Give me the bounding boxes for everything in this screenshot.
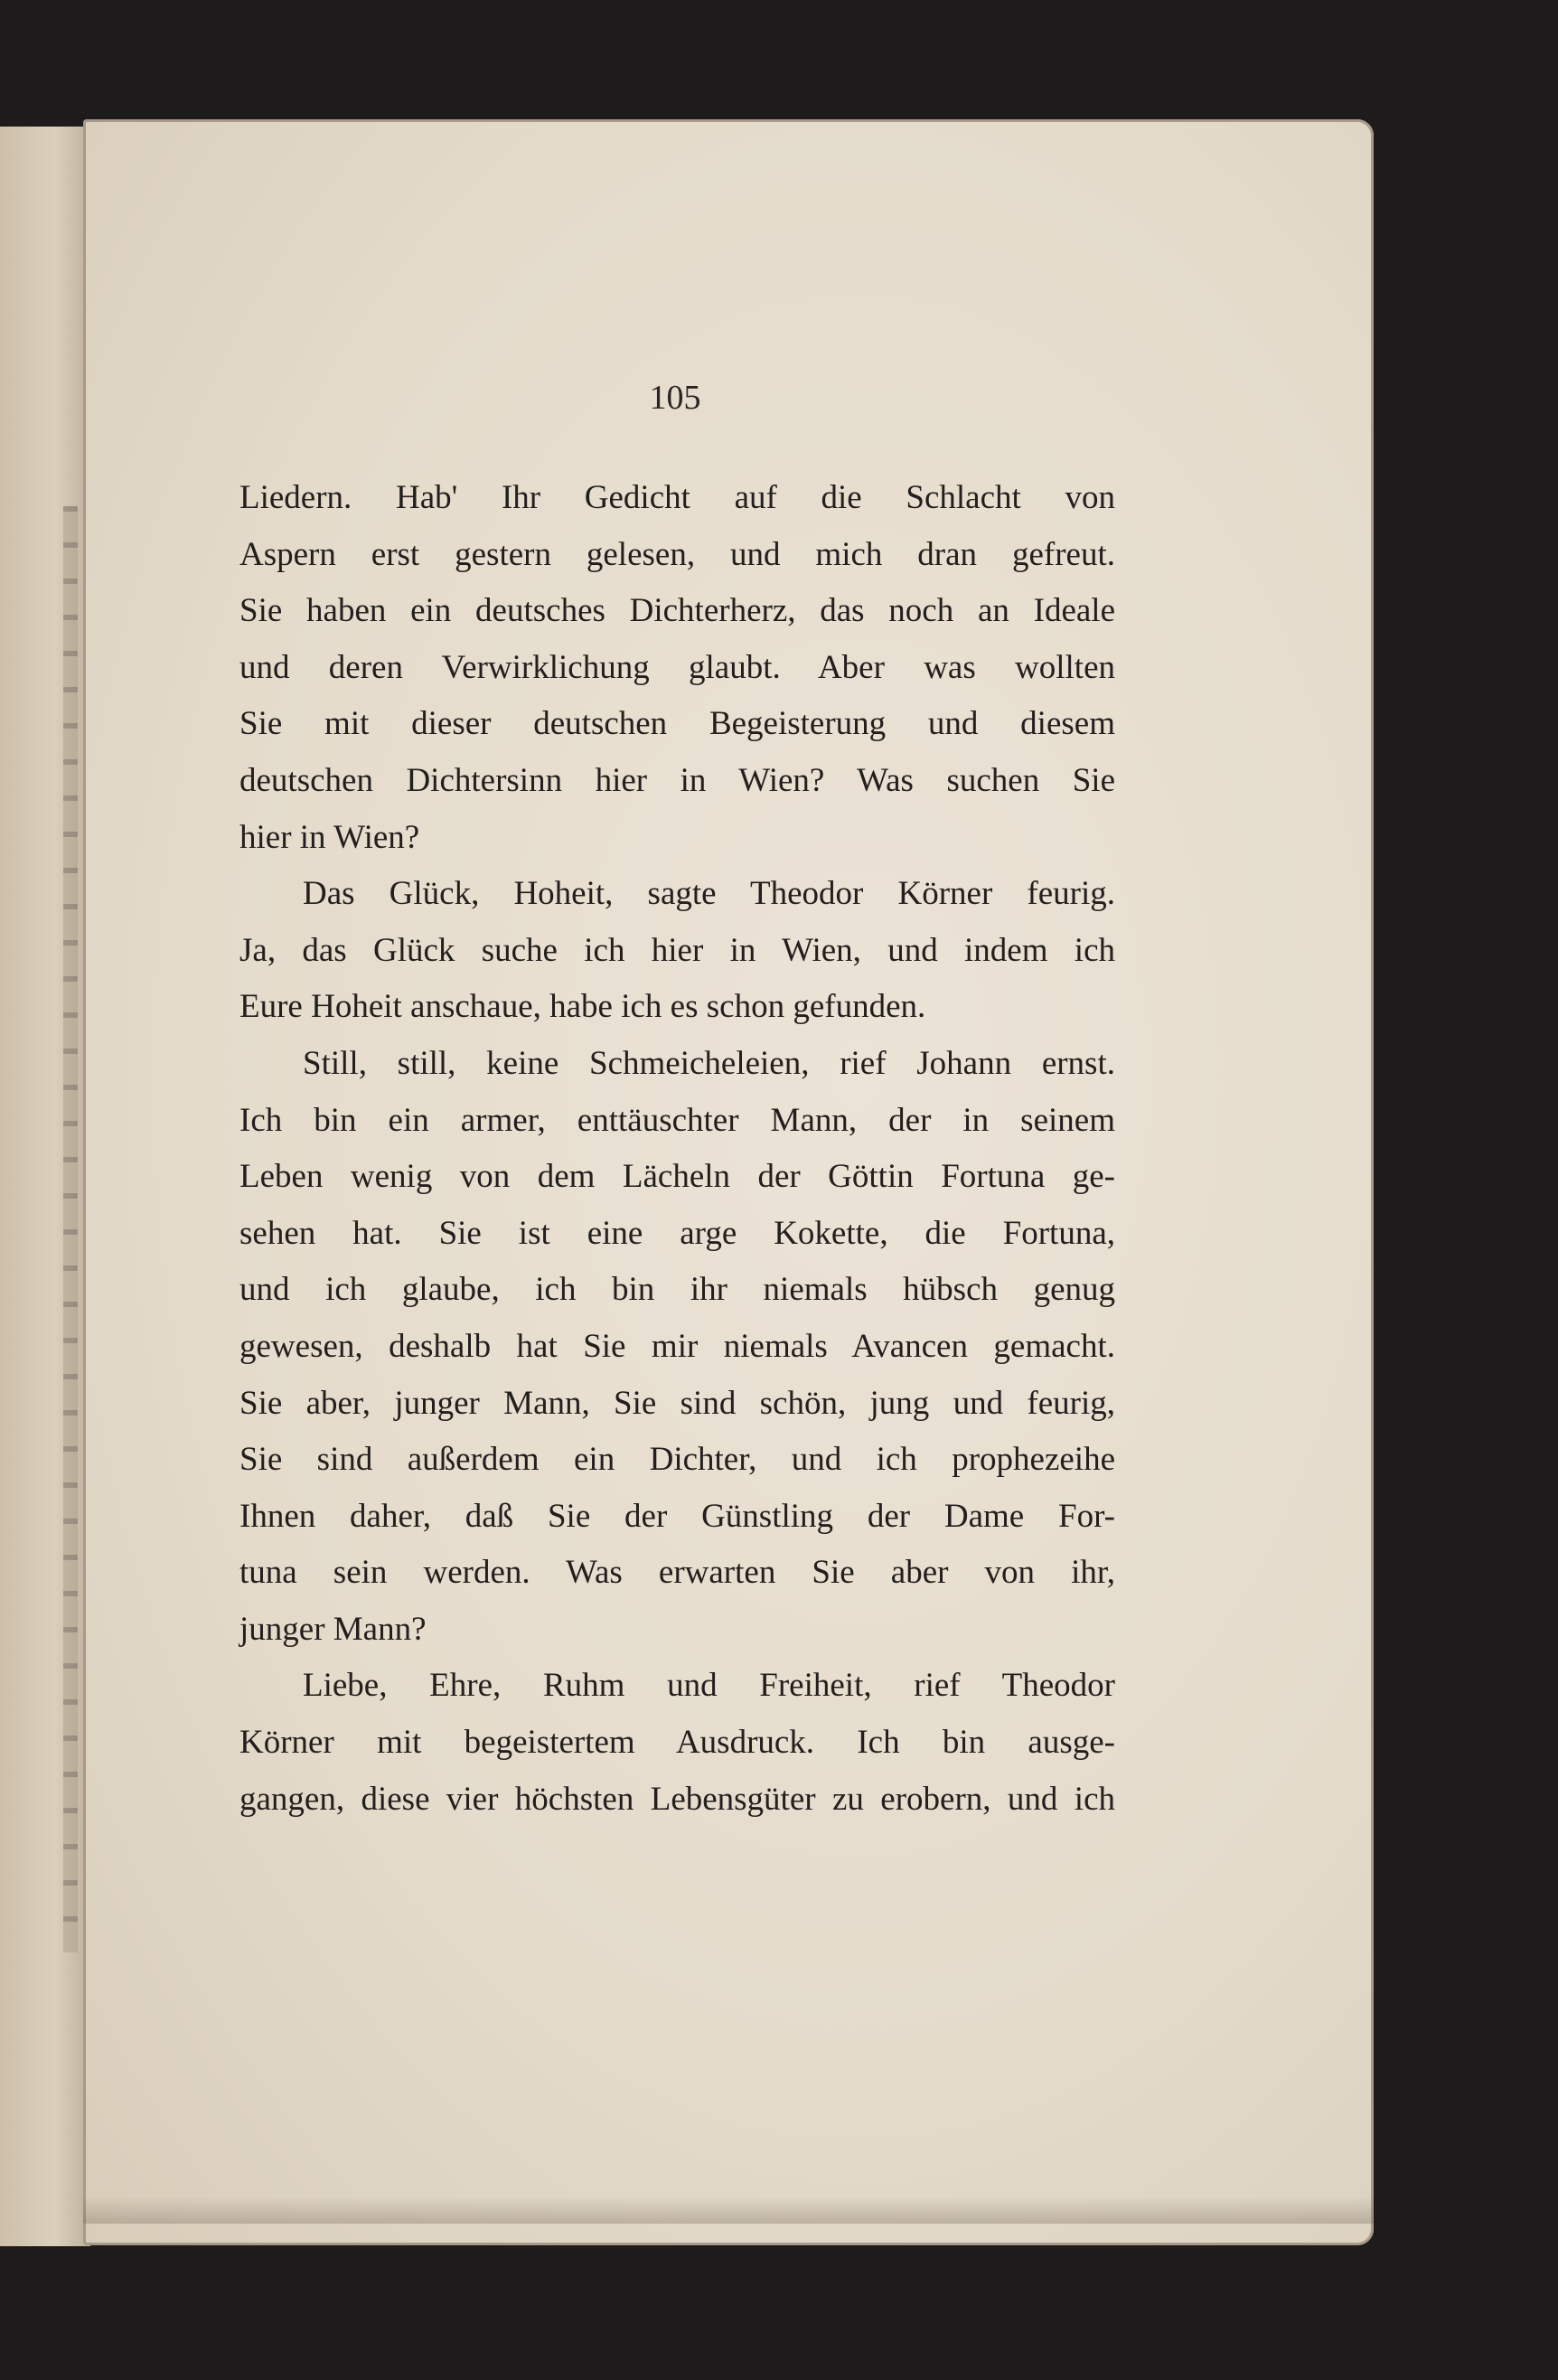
text-line: und ich glaube, ich bin ihr niemals hübsch genug — [239, 1271, 1115, 1309]
page-number: 105 — [649, 379, 701, 417]
text-line: Sie sind außerdem ein Dichter, und ich prophezeihe — [239, 1441, 1115, 1479]
text-line: Aspern erst gestern gelesen, und mich dran gefreut. — [239, 535, 1115, 573]
text-line: Sie mit dieser deutschen Begeisterung und diesem — [239, 705, 1115, 743]
text-line: hier in Wien? — [239, 818, 420, 856]
text-line: Eure Hoheit anschaue, habe ich es schon gefunden. — [239, 988, 926, 1026]
page-bottom-edge — [83, 2197, 1374, 2224]
text-line: Ich bin ein armer, enttäuschter Mann, der in seinem — [239, 1101, 1115, 1139]
text-line: Ihnen daher, daß Sie der Günstling der Dame For- — [239, 1497, 1115, 1535]
text-line: Leben wenig von dem Lächeln der Göttin Fortuna ge- — [239, 1158, 1115, 1196]
text-line: junger Mann? — [239, 1610, 427, 1648]
text-line: Ja, das Glück suche ich hier in Wien, und indem ich — [239, 931, 1115, 969]
text-line: Sie aber, junger Mann, Sie sind schön, jung und feurig, — [239, 1384, 1115, 1422]
text-line: sehen hat. Sie ist eine arge Kokette, die Fortuna, — [239, 1214, 1115, 1252]
text-line: gewesen, deshalb hat Sie mir niemals Avancen gemacht. — [239, 1327, 1115, 1365]
text-line: Das Glück, Hoheit, sagte Theodor Körner feurig. — [303, 875, 1115, 913]
text-line: gangen, diese vier höchsten Lebensgüter zu erobern, und ich — [239, 1780, 1115, 1818]
text-line: Sie haben ein deutsches Dichterherz, das noch an Ideale — [239, 592, 1115, 630]
text-line: tuna sein werden. Was erwarten Sie aber von ihr, — [239, 1554, 1115, 1592]
text-line: und deren Verwirklichung glaubt. Aber was wollten — [239, 648, 1115, 686]
text-line: Körner mit begeistertem Ausdruck. Ich bin ausge- — [239, 1724, 1115, 1762]
text-line: deutschen Dichtersinn hier in Wien? Was suchen Sie — [239, 761, 1115, 799]
text-line: Still, still, keine Schmeicheleien, rief Johann ernst. — [303, 1044, 1115, 1082]
book-gutter — [63, 506, 78, 1952]
text-line: Liedern. Hab' Ihr Gedicht auf die Schlacht von — [239, 479, 1115, 516]
body-text — [239, 470, 1115, 1828]
text-line: Liebe, Ehre, Ruhm und Freiheit, rief Theodor — [303, 1667, 1115, 1705]
